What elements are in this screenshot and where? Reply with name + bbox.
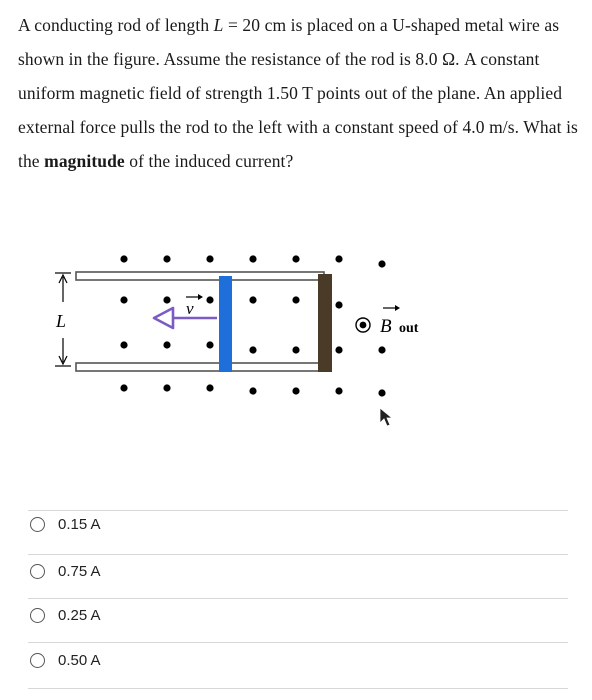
radio-button[interactable] — [30, 608, 45, 623]
option-label: 0.25 A — [58, 606, 101, 624]
divider — [28, 642, 568, 643]
velocity-vector-label — [186, 294, 203, 318]
field-vector-label — [380, 305, 419, 337]
answer-option[interactable] — [30, 555, 330, 587]
length-label: L — [56, 311, 67, 331]
physics-figure — [0, 230, 592, 450]
conducting-rod — [219, 276, 232, 372]
svg-text:B: B — [380, 316, 392, 337]
u-shaped-wire — [76, 272, 332, 372]
answer-option[interactable] — [30, 508, 330, 540]
radio-button[interactable] — [30, 517, 45, 532]
question-text: A conducting rod of length L = 20 cm is placed on a U-shaped metal wire as shown in the figure. Assume the resistance of the rod is 8.0 Ω. A constant uniform magnetic field of strength 1.50 T points out of the plane. An applied external force pulls the rod to the left with a constant speed of 4.0 m/s. What is the magnitude of the induced current? — [18, 15, 578, 171]
divider — [28, 688, 568, 689]
option-label: 0.75 A — [58, 562, 101, 580]
radio-button[interactable] — [30, 564, 45, 579]
option-label: 0.50 A — [58, 651, 101, 669]
mouse-pointer-icon — [380, 408, 392, 426]
radio-button[interactable] — [30, 653, 45, 668]
svg-text:v: v — [186, 299, 194, 318]
answer-option[interactable] — [30, 599, 330, 631]
answer-option[interactable] — [30, 644, 330, 676]
option-label: 0.15 A — [58, 515, 101, 533]
svg-text:out: out — [399, 321, 419, 336]
field-out-symbol-icon — [356, 318, 370, 332]
